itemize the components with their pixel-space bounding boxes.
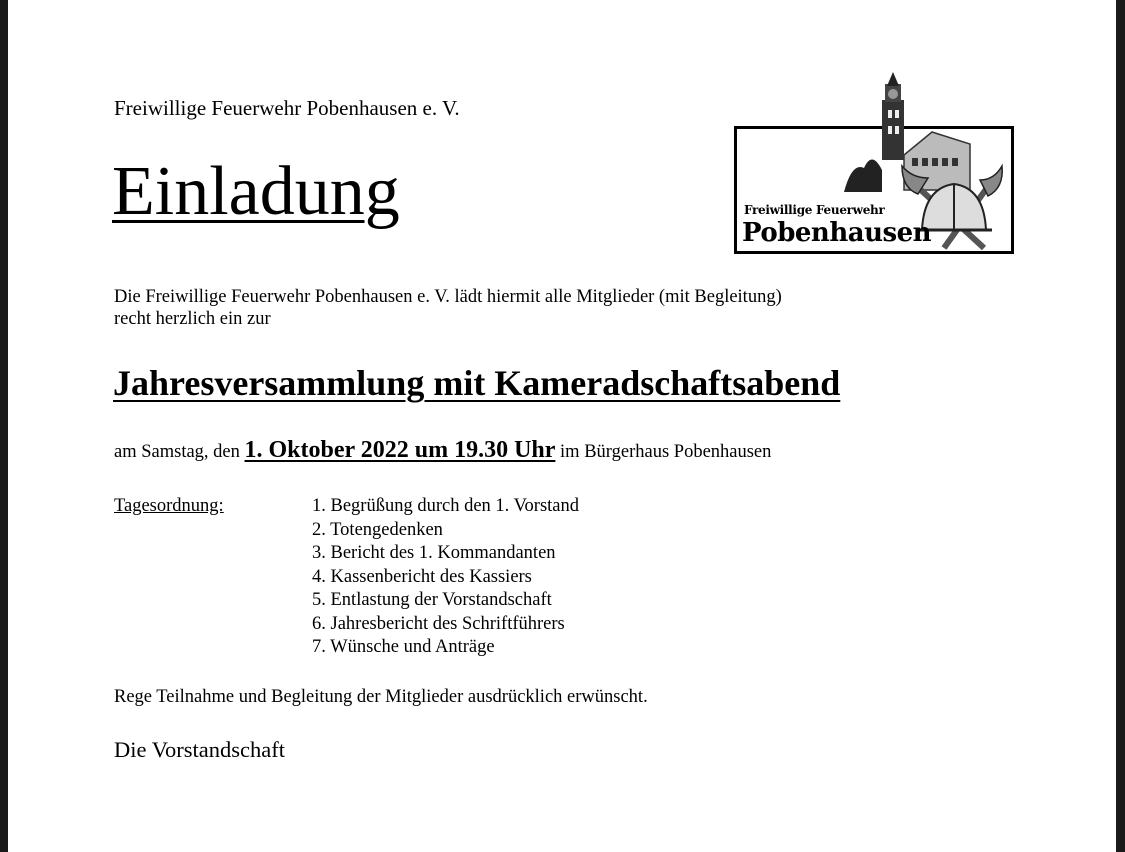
page-title: Einladung bbox=[112, 153, 400, 230]
organization-name: Freiwillige Feuerwehr Pobenhausen e. V. bbox=[114, 96, 460, 120]
window-edge-left bbox=[0, 0, 8, 852]
agenda-item: 2. Totengedenken bbox=[312, 519, 443, 540]
logo-text-line1: Freiwillige Feuerwehr bbox=[744, 203, 885, 217]
logo-text-line2: Pobenhausen bbox=[742, 218, 932, 248]
document-page bbox=[8, 0, 1116, 852]
agenda-label: Tagesordnung: bbox=[114, 496, 224, 516]
agenda-item: 1. Begrüßung durch den 1. Vorstand bbox=[312, 496, 580, 516]
agenda-item: 5. Entlastung der Vorstandschaft bbox=[312, 590, 552, 610]
window-edge-right bbox=[1116, 0, 1125, 852]
event-title: Jahresversammlung mit Kameradschaftsabend bbox=[113, 363, 841, 403]
date-prefix: am Samstag, den bbox=[114, 442, 240, 462]
intro-paragraph bbox=[114, 286, 954, 330]
agenda-item: 3. Bericht des 1. Kommandanten bbox=[312, 543, 556, 563]
signature: Die Vorstandschaft bbox=[114, 737, 286, 762]
fire-brigade-logo bbox=[732, 70, 1022, 265]
agenda-item: 7. Wünsche und Anträge bbox=[312, 637, 495, 657]
date-highlight: 1. Oktober 2022 um 19.30 Uhr bbox=[244, 437, 556, 463]
closing-note: Rege Teilnahme und Begleitung der Mitglieder ausdrücklich erwünscht. bbox=[114, 687, 648, 707]
date-suffix: im Bürgerhaus Pobenhausen bbox=[560, 442, 772, 462]
event-date-line bbox=[114, 434, 771, 468]
agenda-item: 4. Kassenbericht des Kassiers bbox=[312, 566, 532, 587]
agenda-list bbox=[312, 495, 579, 660]
agenda-item: 6. Jahresbericht des Schriftführers bbox=[312, 613, 565, 634]
intro-line-2: recht herzlich ein zur bbox=[114, 309, 271, 329]
intro-line-1: Die Freiwillige Feuerwehr Pobenhausen e. V. lädt hiermit alle Mitglieder (mit Begleitung) bbox=[114, 287, 782, 307]
